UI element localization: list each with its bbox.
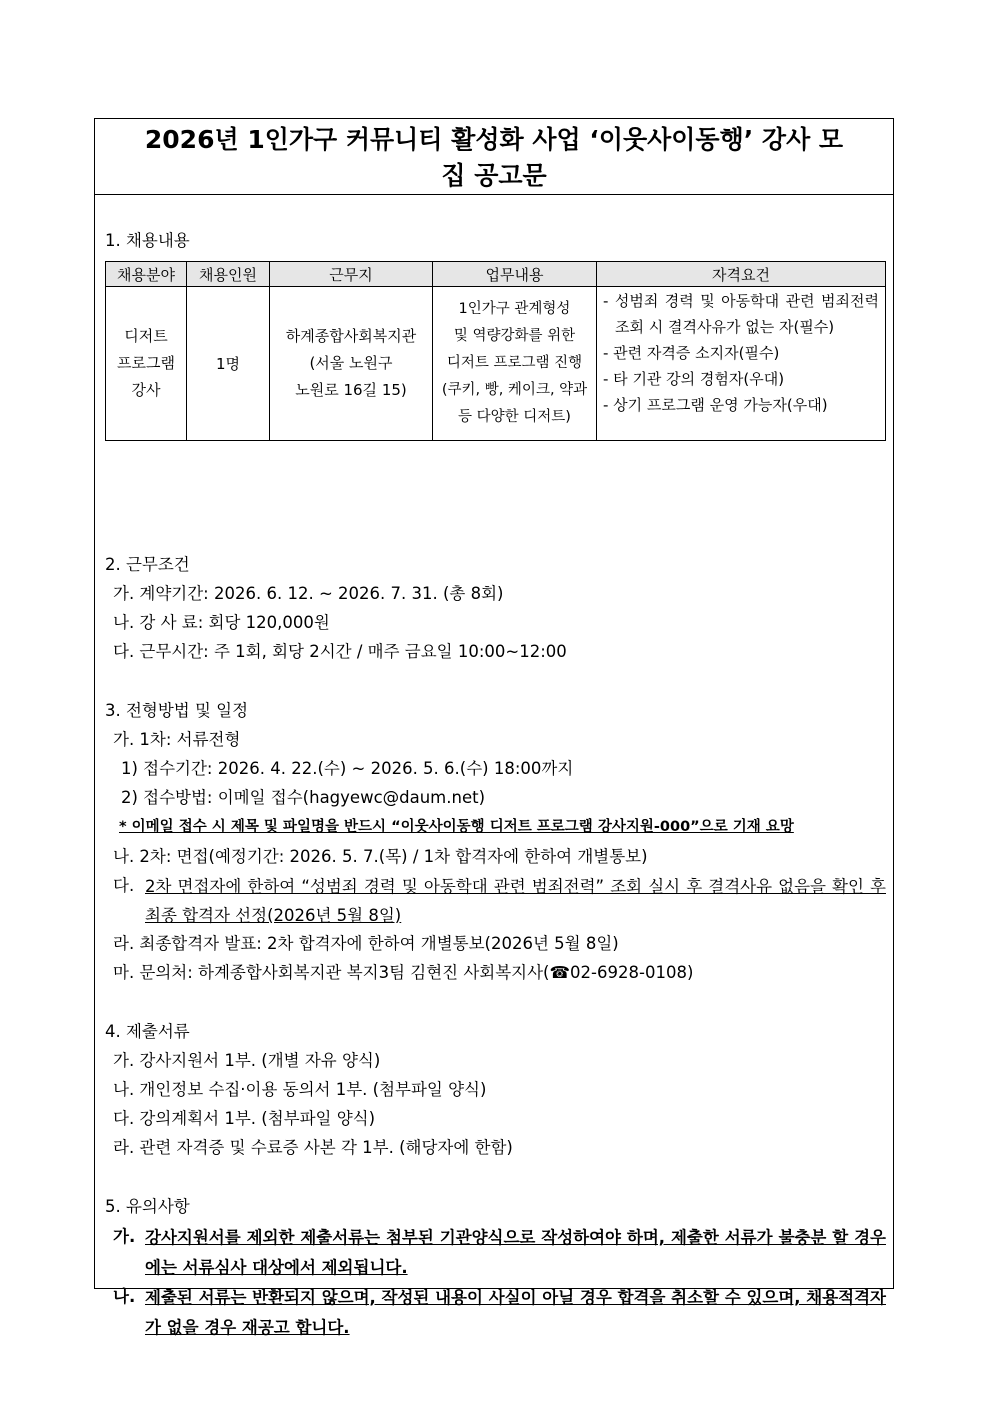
section-5-heading: 5. 유의사항 [105,1197,190,1216]
req-item: - 성범죄 경력 및 아동학대 관련 범죄전력 조회 시 결격사유가 없는 자(필수) [603,292,879,336]
document-item: 라. 관련 자격증 및 수료증 사본 각 1부. (해당자에 한함) [113,1138,513,1157]
condition-item: 다. 근무시간: 주 1회, 회당 2시간 / 매주 금요일 10:00~12:00 [113,642,567,661]
document-item: 나. 개인정보 수집·이용 동의서 1부. (첨부파일 양식) [113,1080,487,1099]
req-item: - 타 기관 강의 경험자(우대) [603,370,785,388]
col-count: 채용인원 [187,262,270,287]
caution-item-prefix: 가. [113,1227,136,1246]
cell-field: 디저트 프로그램 강사 [106,287,187,441]
condition-item: 나. 강 사 료: 회당 120,000원 [113,613,330,632]
cell-work: 1인가구 관계형성 및 역량강화를 위한 디저트 프로그램 진행 (쿠키, 빵, 케이크, 약과 등 다양한 디저트) [433,287,597,441]
selection-item: 마. 문의처: 하계종합사회복지관 복지3팀 김현진 사회복지사(☎02-6928-0108) [113,963,694,982]
col-reqs: 자격요건 [597,262,886,287]
table-row [106,287,886,441]
section-4-heading: 4. 제출서류 [105,1022,190,1041]
selection-item: 2차 면접자에 한하여 “성범죄 경력 및 아동학대 관련 범죄전력” 조회 실시 후 결격사유 없음을 확인 후 최종 합격자 선정(2026년 5월 8일) [145,877,886,925]
req-item: - 상기 프로그램 운영 가능자(우대) [603,396,828,414]
notice-document [94,118,894,1337]
selection-item: 라. 최종합격자 발표: 2차 합격자에 한하여 개별통보(2026년 5월 8일) [113,934,619,953]
section-3-heading: 3. 전형방법 및 일정 [105,701,249,720]
document-item: 가. 강사지원서 1부. (개별 자유 양식) [113,1051,381,1070]
notice-title: 2026년 1인가구 커뮤니티 활성화 사업 ‘이웃사이동행’ 강사 모집 공고문 [95,119,893,195]
cell-place: 하계종합사회복지관 (서울 노원구 노원로 16길 15) [270,287,433,441]
selection-item: 가. 1차: 서류전형 [113,730,241,749]
section-2-heading: 2. 근무조건 [105,555,190,574]
document-item: 다. 강의계획서 1부. (첨부파일 양식) [113,1109,376,1128]
selection-item: 나. 2차: 면접(예정기간: 2026. 5. 7.(목) / 1차 합격자에 한하여 개별통보) [113,847,648,866]
recruit-table [105,261,886,441]
selection-subitem: 2) 접수방법: 이메일 접수(hagyewc@daum.net) [121,788,486,807]
req-item: - 관련 자격증 소지자(필수) [603,344,780,362]
caution-item-prefix: 나. [113,1287,136,1306]
col-place: 근무지 [270,262,433,287]
col-work: 업무내용 [433,262,597,287]
email-note: * 이메일 접수 시 제목 및 파일명을 반드시 “이웃사이동행 디저트 프로그램 강사지원-000”으로 기재 요망 [119,819,794,835]
selection-item-prefix: 다. [113,876,135,895]
cell-count: 1명 [187,287,270,441]
section-1-heading: 1. 채용내용 [105,231,190,250]
cell-reqs [597,287,886,441]
caution-item: 제출된 서류는 반환되지 않으며, 작성된 내용이 사실이 아닐 경우 합격을 취소할 수 있으며, 채용적격자가 없을 경우 재공고 합니다. [145,1288,886,1337]
selection-subitem: 1) 접수기간: 2026. 4. 22.(수) ~ 2026. 5. 6.(수) 18:00까지 [121,759,574,778]
col-field: 채용분야 [106,262,187,287]
caution-item: 강사지원서를 제외한 제출서류는 첨부된 기관양식으로 작성하여야 하며, 제출한 서류가 불충분 할 경우에는 서류심사 대상에서 제외됩니다. [145,1228,886,1277]
condition-item: 가. 계약기간: 2026. 6. 12. ~ 2026. 7. 31. (총 8회) [113,584,504,603]
